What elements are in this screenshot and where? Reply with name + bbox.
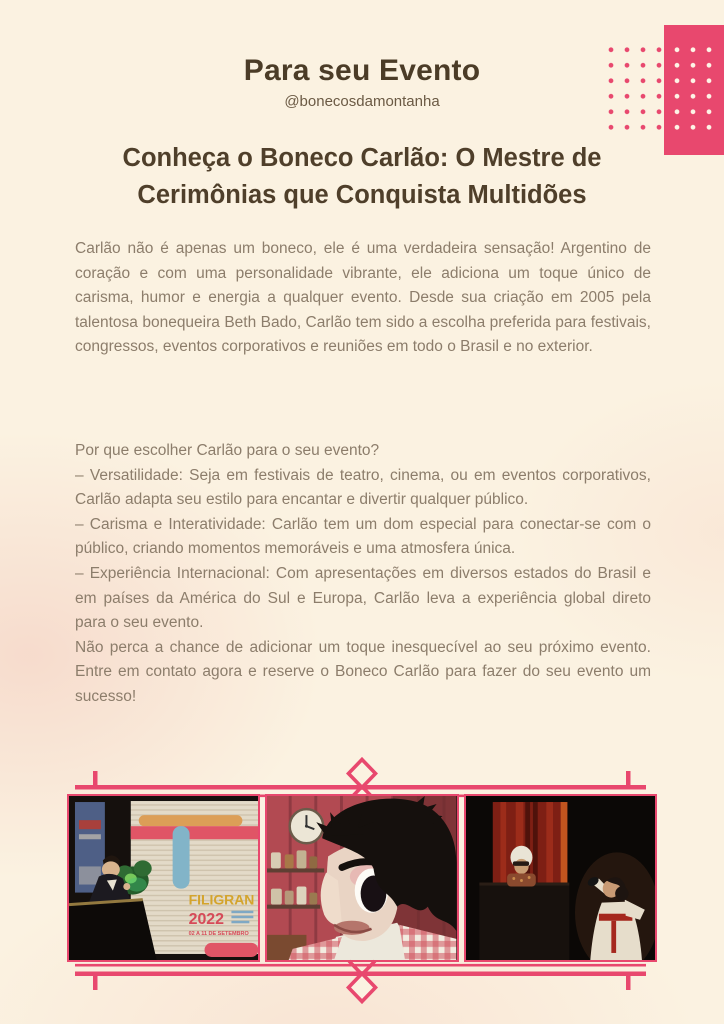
section-heading: Conheça o Boneco Carlão: O Mestre de Cerimônias que Conquista Multidões: [122, 144, 602, 209]
bullet-versatilidade: – Versatilidade: Seja em festivais de teatro, cinema, ou em eventos corporativos, Carlão adapta seu estilo para encantar e divertir qualquer público.: [75, 466, 651, 509]
photo-gallery: [67, 794, 657, 962]
photo-carlao-closeup: [265, 794, 458, 962]
screen-year-text: 2022: [188, 909, 225, 928]
intro-paragraph: Carlão não é apenas um boneco, ele é uma verdadeira sensação! Argentino de coração e com uma personalidade vibrante, ele adiciona um toque único de carisma, humor e energia a qualquer evento. Desde sua criação em 2005 pela talentosa bonequeira Beth Bado, Carlão tem sido a escolha preferida para festivais, congressos, eventos corporativos e reuniões em todo o Brasil e no exterior.: [75, 240, 651, 356]
puppet-booth: [479, 883, 569, 960]
festival-stage-image: [69, 796, 258, 960]
carlao-closeup-image: [267, 796, 456, 960]
why-section: [75, 439, 651, 710]
why-question: Por que escolher Carlão para o seu evento?: [75, 442, 380, 459]
photo-festival-stage: [67, 794, 260, 962]
bullet-carisma: – Carisma e Interatividade: Carlão tem um dom especial para conectar-se com o público, criando momentos memoráveis e uma atmosfera única.: [75, 515, 651, 558]
photo-stage-duet: [464, 794, 657, 962]
instagram-handle: @bonecosdamontanha: [284, 93, 440, 110]
closing-paragraph: Não perca a chance de adicionar um toque inesquecível ao seu próximo evento. Entre em contato agora e reserve o Boneco Carlão para fazer do seu evento um sucesso!: [75, 638, 651, 705]
diamond-ornament-icon: [349, 961, 376, 1002]
wall-clock: [290, 809, 324, 843]
screen-brand-text: FILIGRAN: [188, 891, 255, 908]
stage-duet-image: [466, 796, 655, 960]
screen-dates-text: 02 A 11 DE SETEMBRO: [188, 930, 249, 937]
page-title: Para seu Evento: [243, 54, 481, 87]
bullet-experiencia: – Experiência Internacional: Com apresentações em diversos estados do Brasil e em países da América do Sul e Europa, Carlão leva a experiência global direto para o seu evento.: [75, 564, 651, 632]
decorative-frame-bottom: [66, 958, 658, 1006]
